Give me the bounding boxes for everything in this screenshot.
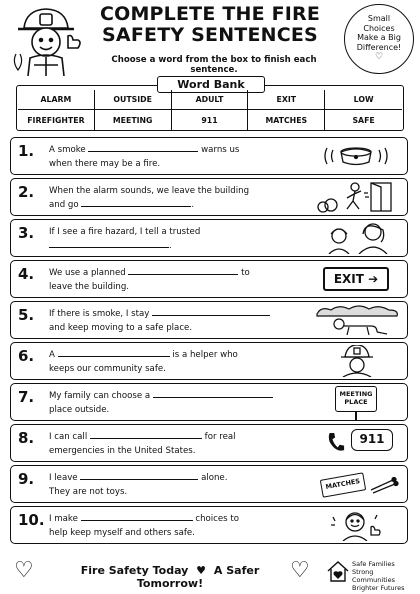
sentence-start: If there is smoke, I stay	[49, 309, 150, 319]
question-text	[49, 430, 311, 458]
sentence-end: for real	[204, 432, 236, 442]
tagline-line-3: Brighter Futures	[352, 584, 405, 592]
footer-tagline	[352, 560, 418, 592]
question-number: 9.	[18, 470, 35, 488]
question-number: 3.	[18, 224, 35, 242]
sentence-line-2: help keep myself and others safe.	[49, 528, 195, 538]
sentence-end: alone.	[201, 473, 228, 483]
question-text	[49, 184, 311, 212]
sentence-end: warns us	[201, 145, 240, 155]
word-bank-word: EXIT	[248, 90, 325, 110]
911-text: 911	[359, 432, 385, 446]
heart-icon: ♡	[374, 52, 384, 62]
word-bank-grid	[18, 90, 402, 130]
question-7	[10, 383, 408, 421]
answer-blank[interactable]	[58, 348, 170, 357]
sentence-end: to	[241, 268, 250, 278]
footer-right-text: A Safer Tomorrow!	[136, 564, 260, 590]
sentence-line-2: They are not toys.	[49, 487, 128, 497]
question-text	[49, 307, 311, 335]
answer-blank[interactable]	[49, 239, 169, 248]
sentence-start: A smoke	[49, 145, 86, 155]
word-bank-word: ADULT	[172, 90, 249, 110]
answer-blank[interactable]	[128, 266, 238, 275]
footer	[0, 554, 420, 594]
sentence-line-2: emergencies in the United States.	[49, 446, 196, 456]
sentence-start: I leave	[49, 473, 78, 483]
sentence-end: is a helper who	[172, 350, 238, 360]
question-number: 5.	[18, 306, 35, 324]
footer-left-text: Fire Safety Today	[80, 564, 189, 577]
question-text	[49, 225, 311, 253]
question-number: 2.	[18, 183, 35, 201]
question-1	[10, 137, 408, 175]
matches-label: MATCHES	[325, 477, 361, 491]
badge-line-1: Small	[367, 14, 391, 23]
house-heart-icon	[326, 559, 350, 583]
word-bank-word: OUTSIDE	[95, 90, 172, 110]
answer-blank[interactable]	[80, 471, 198, 480]
word-bank-word: FIREFIGHTER	[18, 110, 95, 130]
sentence-end: .	[169, 241, 172, 251]
sentence-end: choices to	[195, 514, 240, 524]
question-number: 7.	[18, 388, 35, 406]
word-bank-word: SAFE	[352, 115, 375, 125]
question-text	[49, 266, 311, 294]
heart-icon: ♡	[290, 558, 310, 583]
question-2	[10, 178, 408, 216]
question-text	[49, 512, 311, 540]
answer-blank[interactable]	[153, 389, 273, 398]
tagline-line-1: Safe Families	[352, 560, 395, 568]
child-leaving-door-icon	[311, 181, 401, 213]
page-title	[90, 4, 330, 46]
question-number: 1.	[18, 142, 35, 160]
firefighter-icon	[311, 345, 401, 377]
title-line-1: COMPLETE THE FIRE	[99, 3, 321, 25]
word-bank-word: 911	[172, 110, 249, 130]
matches-box-icon	[320, 472, 366, 497]
smoke-alarm-icon	[311, 140, 401, 172]
sentence-start: We use a planned	[49, 268, 126, 278]
word-bank-word: MEETING	[95, 110, 172, 130]
question-5	[10, 301, 408, 339]
sentence-start: I can call	[49, 432, 88, 442]
answer-blank[interactable]	[81, 198, 191, 207]
sentence-start: My family can choose a	[49, 391, 151, 401]
exit-sign-text: EXIT ➔	[333, 272, 379, 286]
tagline-line-2: Strong Communities	[352, 568, 395, 584]
answer-blank[interactable]	[88, 143, 198, 152]
sign-line-2: PLACE	[344, 398, 368, 406]
question-10	[10, 506, 408, 544]
match-sticks-icon	[369, 474, 399, 494]
child-crawling-under-smoke-icon	[311, 304, 401, 336]
phone-icon	[327, 430, 345, 454]
question-3	[10, 219, 408, 257]
sign-line-1: MEETING	[339, 390, 373, 398]
question-text	[49, 348, 311, 376]
child-and-adult-icon	[311, 222, 401, 254]
sentence-line-2: place outside.	[49, 405, 110, 415]
sentence-end: .	[191, 200, 195, 210]
sentence-line-1: When the alarm sounds, we leave the building	[49, 186, 250, 196]
answer-blank[interactable]	[152, 307, 270, 316]
question-8	[10, 424, 408, 462]
meeting-place-sign-icon	[335, 386, 377, 412]
firefighter-mascot-icon	[6, 2, 90, 76]
answer-blank[interactable]	[81, 512, 193, 521]
question-6	[10, 342, 408, 380]
badge-line-3: Make a Big	[357, 33, 401, 42]
sentence-line-2: keeps our community safe.	[49, 364, 166, 374]
heart-icon: ♡	[14, 558, 34, 583]
answer-blank[interactable]	[90, 430, 202, 439]
badge-line-4: Difference!	[356, 42, 402, 52]
question-number: 4.	[18, 265, 35, 283]
sentence-line-2: and keep moving to a safe place.	[49, 323, 193, 333]
question-text	[49, 471, 311, 499]
question-number: 10.	[18, 511, 45, 529]
sentence-line-1: If I see a fire hazard, I tell a trusted	[49, 227, 201, 237]
word-bank-word: ALARM	[18, 90, 95, 110]
sign-post	[355, 412, 357, 420]
911-bubble	[351, 429, 393, 451]
question-number: 6.	[18, 347, 35, 365]
badge-line-2: Choices	[363, 23, 395, 33]
sentence-start: and go	[49, 200, 79, 210]
slogan-badge	[344, 4, 414, 74]
question-number: 8.	[18, 429, 35, 447]
title-line-2: SAFETY SENTENCES	[102, 24, 318, 46]
child-thumbs-up-icon	[311, 509, 401, 541]
footer-slogan	[52, 564, 288, 590]
word-bank-word: MATCHES	[248, 110, 325, 130]
sentence-start: A	[49, 350, 55, 360]
sentence-start: I make	[49, 514, 78, 524]
footer-separator-heart: ♥	[196, 564, 207, 577]
question-4	[10, 260, 408, 298]
sentence-line-2: when there may be a fire.	[49, 159, 161, 169]
word-bank-title: Word Bank	[157, 76, 265, 93]
exit-sign-icon	[323, 267, 389, 291]
sentence-line-2: leave the building.	[49, 282, 130, 292]
question-text	[49, 389, 311, 417]
word-bank-word: LOW	[325, 90, 402, 110]
instructions: Choose a word from the box to finish each sentence.	[111, 55, 317, 75]
question-text	[49, 143, 311, 171]
question-9	[10, 465, 408, 503]
